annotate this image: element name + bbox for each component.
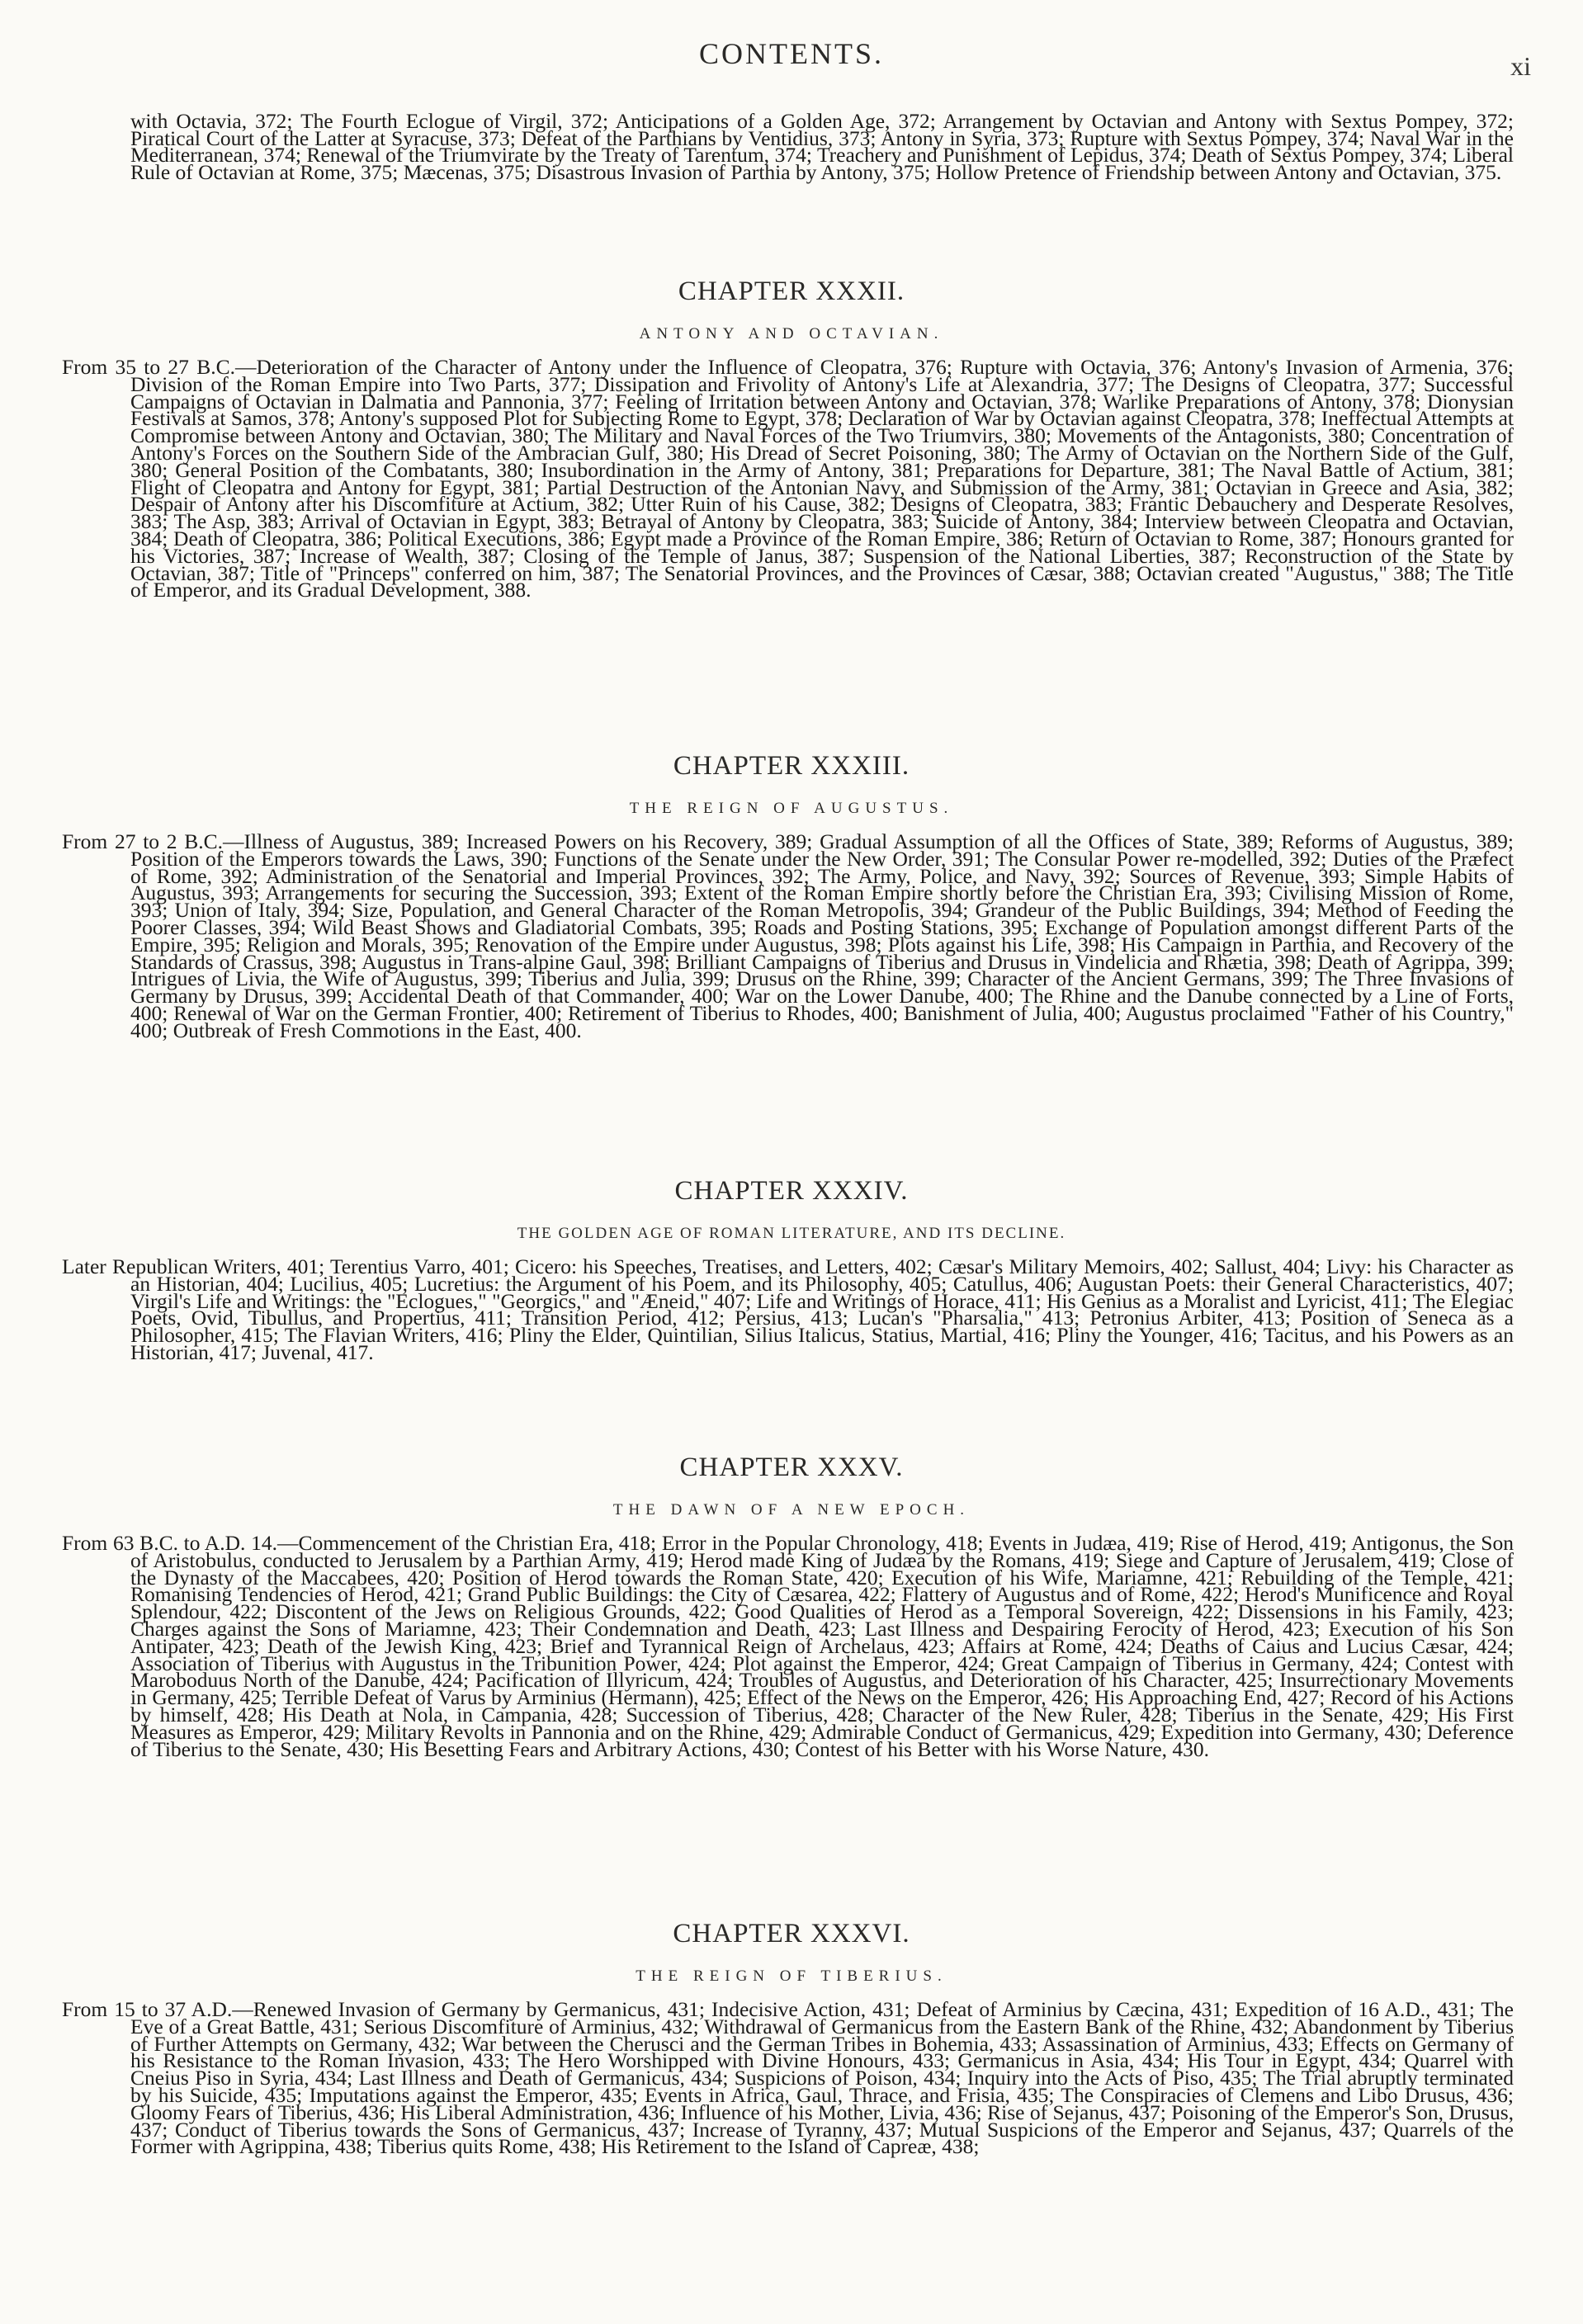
chapter-xxxii bbox=[0, 276, 1583, 602]
chapter-title: CHAPTER XXXV. bbox=[679, 1452, 904, 1482]
page-number: xi bbox=[1510, 51, 1531, 81]
chapter-xxxiv bbox=[0, 1176, 1583, 1362]
running-head: CONTENTS. bbox=[699, 37, 884, 70]
chapter-summary: From 35 to 27 B.C.—Deterioration of the Character of Antony under the Influence of Cleopatra, 376; Rupture with Octavia, 376; Antony's Invasion of Armenia, 376; Division of the Roman Empire into Two Parts, 377; Dissipation and Frivolity of Antony's Life at Alexandria, 377; The Designs of Cleopatra, 377; Successful Campaigns of Octavian in Dalmatia and Pannonia, 377; Feeling of Irritation between Antony and Octavian, 378; Warlike Preparations of Antony, 378; Dionysian Festivals at Samos, 378; Antony's supposed Plot for Subjecting Rome to Egypt, 378; Declaration of War by Octavian against Cleopatra, 378; Ineffectual Attempts at Compromise between Antony and Octavian, 380; The Military and Naval Forces of the Two Triumvirs, 380; Movements of the Antagonists, 380; Concentration of Antony's Forces on the Southern Side of the Ambracian Gulf, 380; His Dread of Secret Poisoning, 380; The Army of Octavian on the Northern Side of the Gulf, 380; General Position of the Combatants, 380; Insubordination in the Army of Antony, 381; Preparations for Departure, 381; The Naval Battle of Actium, 381; Flight of Cleopatra and Antony for Egypt, 381; Partial Destruction of the Antonian Navy, and Submission of the Army, 381; Octavian in Greece and Asia, 382; Despair of Antony after his Discomfiture at Actium, 382; Utter Ruin of his Cause, 382; Designs of Cleopatra, 383; Frantic Debauchery and Desperate Resolves, 383; The Asp, 383; Arrival of Octavian in Egypt, 383; Betrayal of Antony by Cleopatra, 383; Suicide of Antony, 384; Interview between Cleopatra and Octavian, 384; Death of Cleopatra, 386; Political Executions, 386; Egypt made a Province of the Roman Empire, 386; Return of Octavian to Rome, 387; Honours granted for his Victories, 387; Increase of Wealth, 387; Closing of the Temple of Janus, 387; Suspension of the National Liberties, 387; Reconstruction of the State by Octavian, 387; Title of "Princeps" conferred on him, 387; The Senatorial Provinces, and the Provinces of Cæsar, 388; Octavian created "Augustus," 388; The Title of Emperor, and its Gradual Development, 388. bbox=[62, 355, 1514, 602]
chapter-xxxv bbox=[0, 1452, 1583, 1761]
chapter-summary: From 15 to 37 A.D.—Renewed Invasion of Germany by Germanicus, 431; Indecisive Action, 431; Defeat of Arminius by Cæcina, 431; Expedition of 16 A.D., 431; The Eve of a Great Battle, 431; Serious Discomfiture of Arminius, 432; Withdrawal of Germanicus from the Eastern Bank of the Rhine, 432; Abandonment by Tiberius of Further Attempts on Germany, 432; War between the Cherusci and the German Tribes in Bohemia, 433; Assassination of Arminius, 433; Effects on Germany of his Resistance to the Roman Invasion, 433; The Hero Worshipped with Divine Honours, 433; Germanicus in Asia, 434; His Tour in Egypt, 434; Quarrel with Cneius Piso in Syria, 434; Last Illness and Death of Germanicus, 434; Suspicions of Poison, 434; Inquiry into the Acts of Piso, 435; The Trial abruptly terminated by his Suicide, 435; Imputations against the Emperor, 435; Events in Africa, Gaul, Thrace, and Frisia, 435; The Conspiracies of Clemens and Libo Drusus, 436; Gloomy Fears of Tiberius, 436; His Liberal Administration, 436; Influence of his Mother, Livia, 436; Rise of Sejanus, 437; Poisoning of the Emperor's Son, Drusus, 437; Conduct of Tiberius towards the Sons of Germanicus, 437; Increase of Tyranny, 437; Mutual Suspicions of the Emperor and Sejanus, 437; Quarrels of the Former with Agrippina, 438; Tiberius quits Rome, 438; His Retirement to the Island of Capreæ, 438; bbox=[62, 1997, 1514, 2159]
chapter-title: CHAPTER XXXII. bbox=[678, 276, 905, 306]
chapter-title: CHAPTER XXXIII. bbox=[673, 751, 910, 781]
chapter-title: CHAPTER XXXVI. bbox=[673, 1919, 910, 1948]
chapter-summary: From 63 B.C. to A.D. 14.—Commencement of the Christian Era, 418; Error in the Popular Chronology, 418; Events in Judæa, 419; Rise of Herod, 419; Antigonus, the Son of Aristobulus, conducted to Jerusalem by a Parthian Army, 419; Herod made King of Judæa by the Romans, 419; Siege and Capture of Jerusalem, 419; Close of the Dynasty of the Maccabees, 420; Position of Herod towards the Roman State, 420; Execution of his Wife, Mariamne, 421; Rebuilding of the Temple, 421; Romanising Tendencies of Herod, 421; Grand Public Buildings: the City of Cæsarea, 422; Flattery of Augustus and of Rome, 422; Herod's Munificence and Royal Splendour, 422; Discontent of the Jews on Religious Grounds, 422; Good Qualities of Herod as a Temporal Sovereign, 422; Dissensions in his Family, 423; Charges against the Sons of Mariamne, 423; Their Condemnation and Death, 423; Last Illness and Despairing Ferocity of Herod, 423; Execution of his Son Antipater, 423; Death of the Jewish King, 423; Brief and Tyrannical Reign of Archelaus, 423; Affairs at Rome, 424; Deaths of Caius and Lucius Cæsar, 424; Association of Tiberius with Augustus in the Tribunition Power, 424; Plot against the Emperor, 424; Great Campaign of Tiberius in Germany, 424; Contest with Maroboduus North of the Danube, 424; Pacification of Illyricum, 424; Troubles of Augustus, and Deterioration of his Character, 425; Insurrectionary Movements in Germany, 425; Terrible Defeat of Varus by Arminius (Hermann), 425; Effect of the News on the Emperor, 426; His Approaching End, 427; Record of his Actions by himself, 428; His Death at Nola, in Campania, 428; Succession of Tiberius, 428; Character of the New Ruler, 428; Tiberius in the Senate, 429; His First Measures as Emperor, 429; Military Revolts in Pannonia and on the Rhine, 429; Admirable Conduct of Germanicus, 429; Expedition into Germany, 430; Deference of Tiberius to the Senate, 430; His Besetting Fears and Arbitrary Actions, 430; Contest of his Better with his Worse Nature, 430. bbox=[62, 1531, 1514, 1761]
chapter-subtitle: THE GOLDEN AGE OF ROMAN LITERATURE, AND ITS DECLINE. bbox=[517, 1225, 1066, 1242]
chapter-subtitle: THE DAWN OF A NEW EPOCH. bbox=[612, 1501, 971, 1519]
chapter-subtitle: THE REIGN OF AUGUSTUS. bbox=[629, 800, 954, 817]
continued-chapter-summary: with Octavia, 372; The Fourth Eclogue of Virgil, 372; Anticipations of a Golden Age, 372; Arrangement by Octavian and Antony with Sextus Pompey, 372; Piratical Court of the Latter at Syracuse, 373; Defeat of the Parthians by Ventidius, 373; Antony in Syria, 373; Rupture with Sextus Pompey, 374; Naval War in the Mediterranean, 374; Renewal of the Triumvirate by the Treaty of Tarentum, 374; Treachery and Punishment of Lepidus, 374; Death of Sextus Pompey, 374; Liberal Rule of Octavian at Rome, 375; Mæcenas, 375; Disastrous Invasion of Parthia by Antony, 375; Hollow Pretence of Friendship between Antony and Octavian, 375. bbox=[130, 109, 1514, 184]
chapter-xxxiii bbox=[0, 751, 1583, 1040]
chapter-title: CHAPTER XXXIV. bbox=[674, 1176, 909, 1206]
chapter-subtitle: THE REIGN OF TIBERIUS. bbox=[636, 1967, 947, 1985]
chapter-summary: Later Republican Writers, 401; Terentius Varro, 401; Cicero: his Speeches, Treatises, and Letters, 402; Cæsar's Military Memoirs, 402; Sallust, 404; Livy: his Character as an Historian, 404; Lucilius, 405; Lucretius: the Argument of his Poem, and its Philosophy, 405; Catullus, 406; Augustan Poets: their General Characteristics, 407; Virgil's Life and Writings: the "Eclogues," "Georgics," and "Æneid," 407; Life and Writings of Horace, 411; His Genius as a Moralist and Lyricist, 411; The Elegiac Poets, Ovid, Tibullus, and Propertius, 411; Transition Period, 412; Persius, 413; Lucan's "Pharsalia," 413; Petronius Arbiter, 413; Position of Seneca as a Philosopher, 415; The Flavian Writers, 416; Pliny the Elder, Quintilian, Silius Italicus, Statius, Martial, 416; Pliny the Younger, 416; Tacitus, and his Powers as an Historian, 417; Juvenal, 417. bbox=[62, 1254, 1514, 1364]
chapter-summary: From 27 to 2 B.C.—Illness of Augustus, 389; Increased Powers on his Recovery, 389; Gradual Assumption of all the Offices of State, 389; Reforms of Augustus, 389; Position of the Emperors towards the Laws, 390; Functions of the Senate under the New Order, 391; The Consular Power re-modelled, 392; Duties of the Præfect of Rome, 392; Administration of the Senatorial and Imperial Provinces, 392; The Army, Police, and Navy, 392; Sources of Revenue, 393; Simple Habits of Augustus, 393; Arrangements for securing the Succession, 393; Extent of the Roman Empire shortly before the Christian Era, 393; Civilising Mission of Rome, 393; Union of Italy, 394; Size, Population, and General Character of the Roman Metropolis, 394; Grandeur of the Public Buildings, 394; Method of Feeding the Poorer Classes, 394; Wild Beast Shows and Gladiatorial Combats, 395; Roads and Posting Stations, 395; Exchange of Population amongst different Parts of the Empire, 395; Religion and Morals, 395; Renovation of the Empire under Augustus, 398; Plots against his Life, 398; His Campaign in Parthia, and Recovery of the Standards of Crassus, 398; Augustus in Trans-alpine Gaul, 398; Brilliant Campaigns of Tiberius and Drusus in Vindelicia and Rhætia, 398; Death of Agrippa, 399; Intrigues of Livia, the Wife of Augustus, 399; Tiberius and Julia, 399; Drusus on the Rhine, 399; Character of the Ancient Germans, 399; The Three Invasions of Germany by Drusus, 399; Accidental Death of that Commander, 400; War on the Lower Danube, 400; The Rhine and the Danube connected by a Line of Forts, 400; Renewal of War on the German Frontier, 400; Retirement of Tiberius to Rhodes, 400; Banishment of Julia, 400; Augustus proclaimed "Father of his Country," 400; Outbreak of Fresh Commotions in the East, 400. bbox=[62, 829, 1514, 1042]
chapter-xxxvi bbox=[0, 1919, 1583, 2159]
chapter-subtitle: ANTONY AND OCTAVIAN. bbox=[639, 325, 944, 342]
